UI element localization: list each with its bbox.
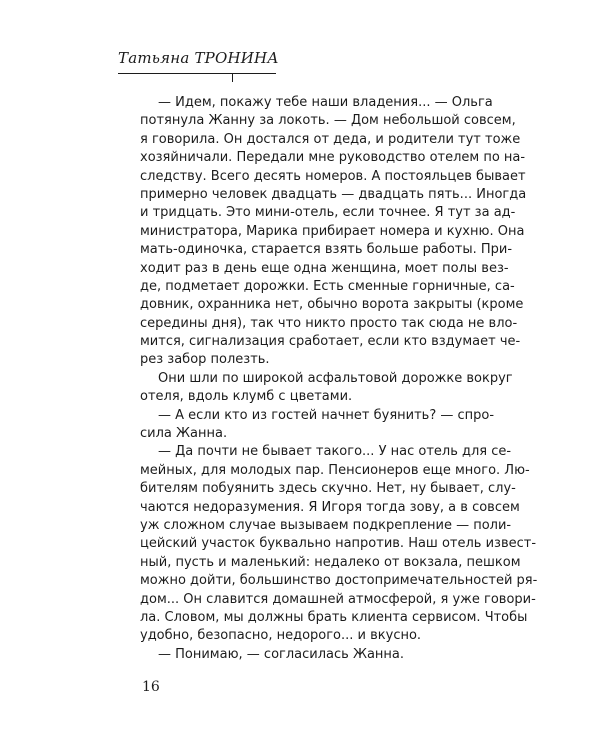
text-line: следству. Всего десять номеров. А постояльцев бывает [140,168,526,184]
text-line: удобно, безопасно, недорого... и вкусно. [140,628,422,644]
text-line: рез забор полезть. [140,352,270,368]
page-number: 16 [142,679,160,695]
text-line: уж сложном случае вызываем подкрепление — поли- [140,517,512,533]
text-line: хозяйничали. Передали мне руководство отелем по на- [140,150,526,166]
text-line: середины дня), так что никто просто так сюда не вло- [140,315,518,331]
text-line: Они шли по широкой асфальтовой дорожке вокруг [158,370,513,386]
text-line: потянула Жанну за локоть. — Дом небольшой совсем, [140,113,516,129]
header-rule [118,73,276,74]
text-line: и тридцать. Это мини-отель, если точнее. Я тут за ад- [140,205,516,221]
text-line: примерно человек двадцать — двадцать пять... Иногда [140,186,527,202]
text-line: довник, охранника нет, обычно ворота закрыты (кроме [140,297,524,313]
text-line: ла. Словом, мы должны брать клиента сервисом. Чтобы [140,609,528,625]
text-line: ходит раз в день еще одна женщина, моет полы вез- [140,260,509,276]
text-line: отеля, вдоль клумб с цветами. [140,389,353,405]
text-line: сила Жанна. [140,426,228,442]
text-line: мать-одиночка, старается взять больше работы. При- [140,242,513,258]
running-head: Татьяна ТРОНИНА [118,49,279,67]
text-line: министратора, Марика прибирает номера и кухню. Она [140,223,525,239]
text-line: де, подметает дорожки. Есть сменные горничные, са- [140,278,515,294]
text-line: — А если кто из гостей начнет буянить? — спро- [158,407,495,423]
text-line: — Да почти не бывает такого... У нас отель для се- [158,444,512,460]
text-line: — Идем, покажу тебе наши владения... — Ольга [158,95,493,110]
body-text [140,94,538,664]
text-line: бителям побуянить здесь скучно. Нет, ну бывает, слу- [140,481,516,497]
text-line: чаются недоразумения. Я Игоря тогда зову, а в совсем [140,499,520,515]
text-line: мейных, для молодых пар. Пенсионеров еще много. Лю- [140,462,530,478]
header-rule-tick [232,73,233,82]
text-line: я говорила. Он достался от деда, и родители тут тоже [140,131,521,147]
text-line: мится, сигнализация сработает, если кто вздумает че- [140,334,521,350]
text-line: — Понимаю, — согласилась Жанна. [158,646,405,662]
text-line: дом... Он славится домашней атмосферой, я уже говори- [140,591,536,607]
text-line: цейский участок буквально напротив. Наш отель извест- [140,536,537,552]
text-line: можно дойти, большинство достопримечательностей ря- [140,573,538,589]
text-line: ный, пусть и маленький: недалеко от вокзала, пешком [140,554,521,570]
